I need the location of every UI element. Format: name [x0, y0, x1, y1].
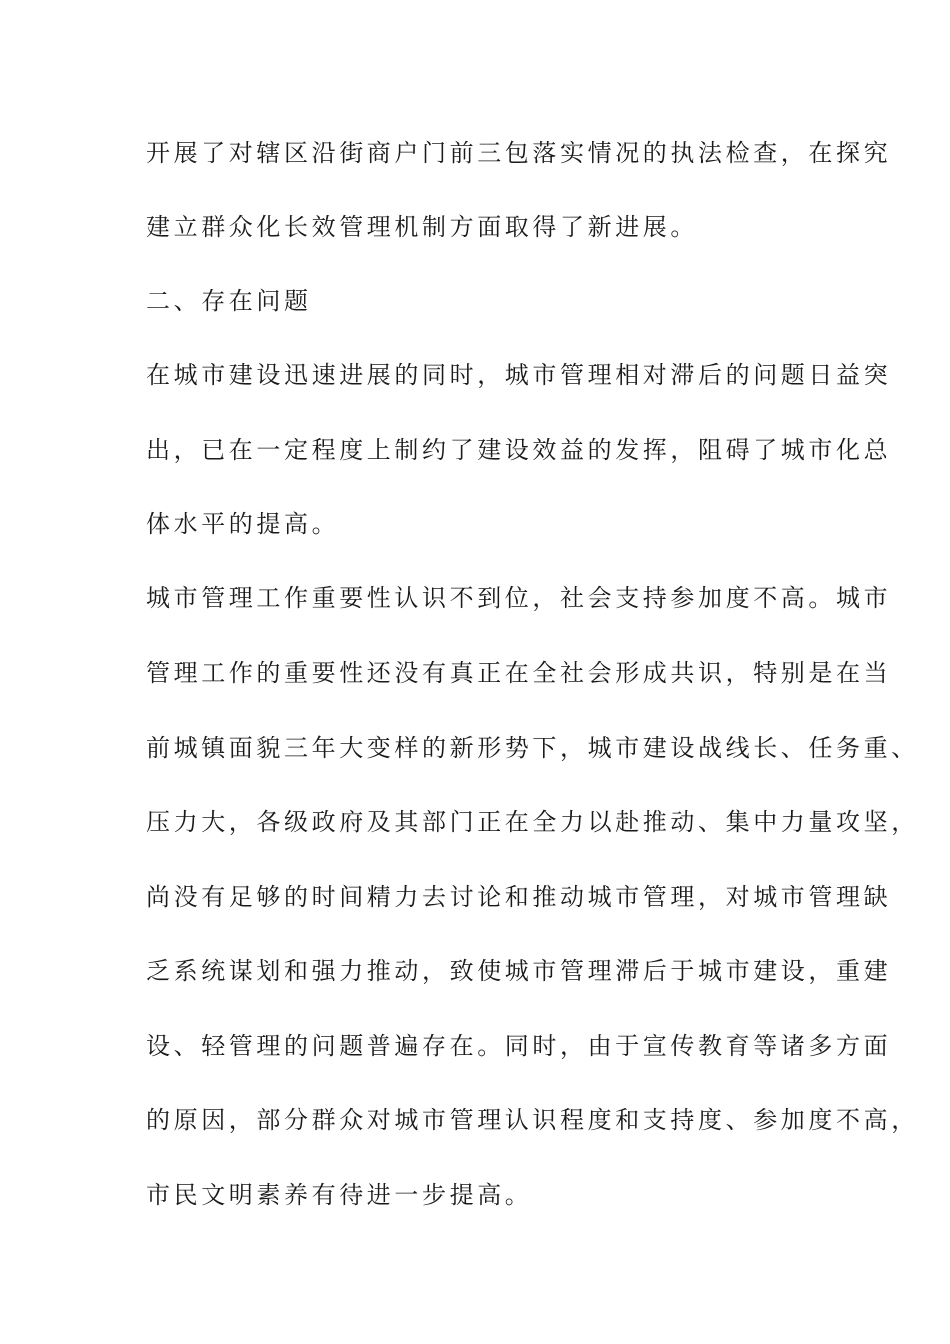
text-line-2: 建立群众化长效管理机制方面取得了新进展。	[146, 213, 698, 241]
text-line-14: 的原因，部分群众对城市管理认识程度和支持度、参加度不高，	[146, 1106, 919, 1134]
text-line-4: 在城市建设迅速进展的同时，城市管理相对滞后的问题日益突	[146, 361, 892, 389]
text-line-10: 压力大，各级政府及其部门正在全力以赴推动、集中力量攻坚，	[146, 808, 919, 836]
section-heading: 二、存在问题	[146, 287, 312, 315]
text-line-12: 乏系统谋划和强力推动，致使城市管理滞后于城市建设，重建	[146, 957, 892, 985]
text-line-13: 设、轻管理的问题普遍存在。同时，由于宣传教育等诸多方面	[146, 1032, 892, 1060]
text-line-11: 尚没有足够的时间精力去讨论和推动城市管理，对城市管理缺	[146, 883, 892, 911]
text-line-9: 前城镇面貌三年大变样的新形势下，城市建设战线长、任务重、	[146, 734, 919, 762]
text-line-7: 城市管理工作重要性认识不到位，社会支持参加度不高。城市	[146, 584, 892, 612]
text-line-8: 管理工作的重要性还没有真正在全社会形成共识，特别是在当	[146, 659, 892, 687]
text-line-6: 体水平的提高。	[146, 510, 340, 538]
text-line-1: 开展了对辖区沿街商户门前三包落实情况的执法检查，在探究	[146, 139, 892, 167]
text-line-15: 市民文明素养有待进一步提高。	[146, 1181, 533, 1209]
text-line-5: 出，已在一定程度上制约了建设效益的发挥，阻碍了城市化总	[146, 436, 892, 464]
